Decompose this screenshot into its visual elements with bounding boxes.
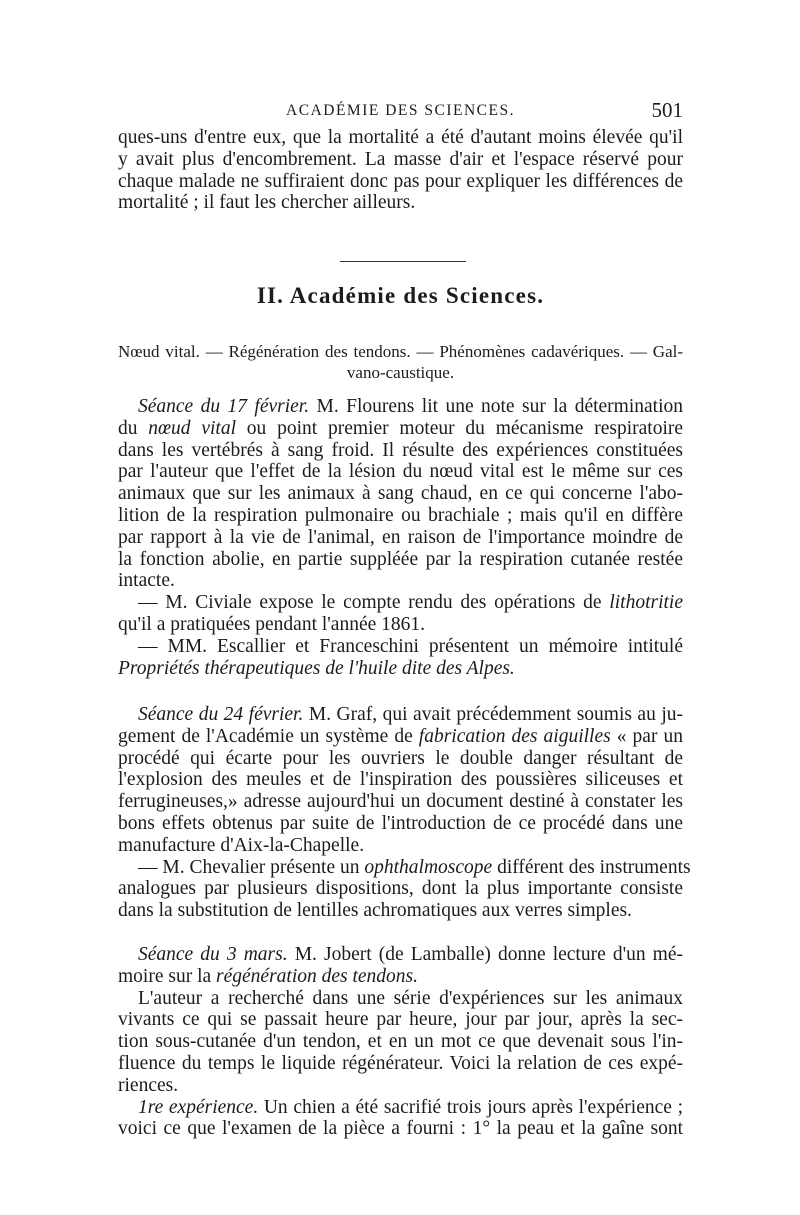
text-line: [118, 396, 683, 418]
seance-17-fevrier: [118, 396, 683, 679]
text-line: voici ce que l'examen de la pièce a fourni : 1° la peau et la gaîne sont: [118, 1118, 683, 1140]
text-line: [118, 1097, 683, 1119]
text-line: [118, 966, 683, 988]
experience-label: 1re expérience.: [138, 1096, 259, 1118]
text-run: moire sur la: [118, 965, 217, 987]
text-run: — M. Chevalier présente un: [138, 856, 365, 878]
text-line: par rapport à la vie de l'animal, en raison de l'importance moindre de: [118, 526, 683, 548]
text-line: [118, 704, 683, 726]
text-line: la fonction abolie, en partie suppléée par la respiration cutanée restée: [118, 548, 683, 570]
text-line: procédé qui écarte pour les ouvriers le double danger résultant de: [118, 747, 683, 769]
seance-date: Séance du 24 février.: [138, 704, 304, 725]
italic-term: lithotritie: [609, 592, 683, 614]
text-run: « par un: [610, 725, 683, 747]
page-header: [118, 98, 683, 122]
text-line: par l'auteur que l'effet de la lésion du nœud vital est le même sur ces: [118, 461, 683, 483]
text-line: ferrugineuses,» adresse aujourd'hui un document destiné à constater les: [118, 791, 683, 813]
text-line: [118, 944, 683, 966]
text-run: M. Flourens lit une note sur la détermination: [309, 396, 683, 417]
section-divider: [340, 261, 466, 262]
italic-title: Propriétés thérapeutiques de l'huile dite des Alpes.: [118, 657, 515, 679]
summary-line: Nœud vital. — Régénération des tendons. — Phénomènes cadavériques. — Gal-: [118, 342, 683, 361]
text-line: manufacture d'Aix-la-Chapelle.: [118, 834, 365, 856]
section-title: II. Académie des Sciences.: [256, 283, 545, 308]
text-line: mortalité ; il faut les chercher ailleurs.: [118, 192, 416, 214]
text-run: Un chien a été sacrifié trois jours après l'expérience ;: [258, 1096, 683, 1118]
text-line: dans les vertébrés à sang froid. Il résulte des expériences constituées: [118, 439, 683, 461]
running-title: ACADÉMIE DES SCIENCES.: [286, 102, 515, 119]
text-line: [118, 856, 691, 879]
text-line: animaux que sur les animaux à sang chaud, en ce qui concerne l'abo-: [118, 483, 683, 505]
seance-date: Séance du 17 février.: [138, 396, 310, 417]
text-line: intacte.: [118, 570, 175, 592]
text-line: analogues par plusieurs dispositions, dont la plus importante consiste: [118, 878, 683, 900]
text-line: bons effets obtenus par suite de l'introduction de ce procédé dans une: [118, 812, 683, 834]
text-run: M. Graf, qui avait précédemment soumis au ju-: [303, 704, 683, 725]
text-line: [118, 658, 683, 680]
italic-term: ophthalmoscope: [364, 856, 493, 878]
text-line: lition de la respiration pulmonaire ou brachiale ; mais qu'il en diffère: [118, 504, 683, 526]
text-run: ou point premier moteur du mécanisme respiratoire: [236, 417, 684, 439]
section-summary: [118, 341, 683, 383]
seance-24-fevrier: [118, 704, 691, 922]
italic-term: fabrication des aiguilles: [418, 725, 611, 747]
text-line: riences.: [118, 1074, 179, 1096]
text-line: L'auteur a recherché dans une série d'expériences sur les animaux: [138, 987, 683, 1009]
seance-date: Séance du 3 mars.: [138, 944, 288, 965]
text-line: ques-uns d'entre eux, que la mortalité a été d'autant moins élevée qu'il: [118, 127, 683, 148]
text-line: — MM. Escallier et Franceschini présentent un mémoire intitulé: [138, 635, 683, 657]
text-run: gement de l'Académie un système de: [118, 725, 419, 747]
text-line: chaque malade ne suffiraient donc pas pour expliquer les différences de: [118, 170, 683, 192]
text-line: qu'il a pratiquées pendant l'année 1861.: [118, 613, 426, 635]
text-line: l'explosion des meules et de l'inspiration des poussières siliceuses et: [118, 769, 683, 791]
intro-paragraph: [118, 127, 683, 214]
italic-term: régénération des tendons.: [216, 965, 419, 987]
text-line: dans la substitution de lentilles achromatiques aux verres simples.: [118, 900, 632, 922]
text-line: y avait plus d'encombrement. La masse d'air et l'espace réservé pour: [118, 148, 683, 170]
text-line: [118, 592, 683, 614]
seance-3-mars: [118, 944, 683, 1140]
text-line: fluence du temps le liquide régénérateur. Voici la relation de ces expé-: [118, 1052, 683, 1074]
text-run: M. Jobert (de Lamballe) donne lecture d'un mé-: [287, 944, 683, 965]
page-number: 501: [651, 98, 683, 122]
summary-line: vano-caustique.: [346, 363, 455, 382]
italic-term: nœud vital: [148, 417, 237, 439]
text-line: [118, 726, 683, 748]
text-line: [118, 418, 683, 440]
text-run: du: [118, 417, 149, 439]
text-run: — M. Civiale expose le compte rendu des opérations de: [138, 592, 610, 614]
text-run: différent des instruments: [492, 856, 691, 878]
text-line: vivants ce qui se passait heure par heure, jour par jour, après la sec-: [118, 1009, 683, 1031]
text-line: tion sous-cutanée d'un tendon, et en un mot ce que devenait sous l'in-: [118, 1031, 683, 1053]
